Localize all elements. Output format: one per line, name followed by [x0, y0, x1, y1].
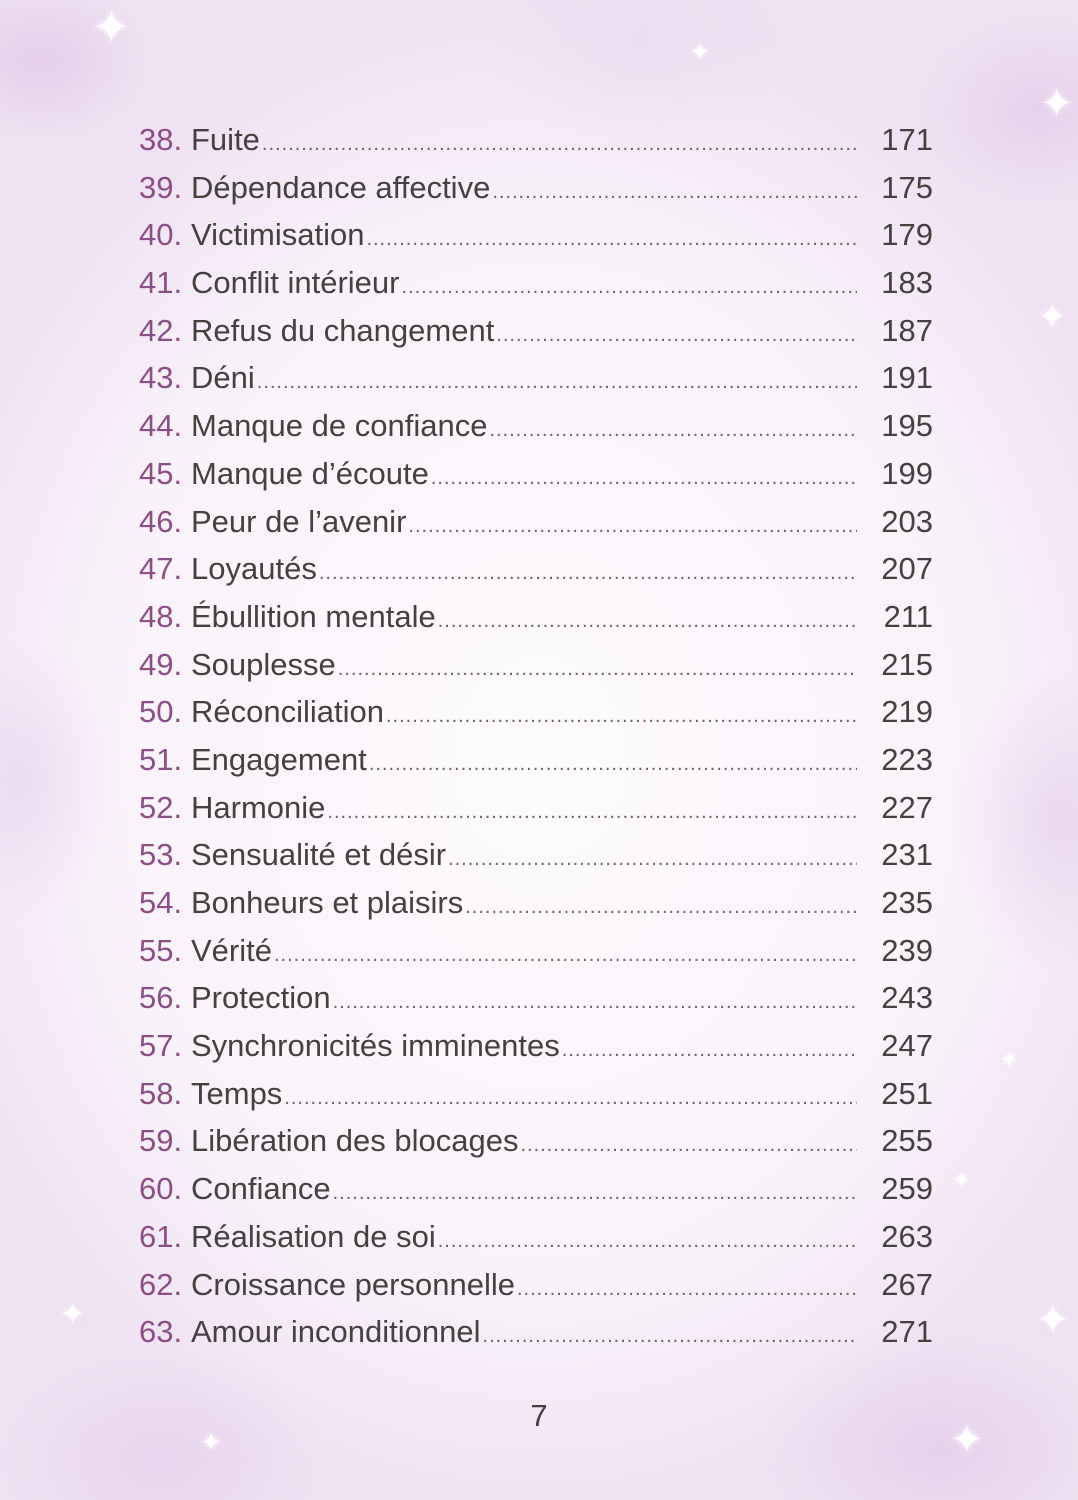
dot-leader [438, 1230, 857, 1253]
sparkle-icon: ✦ [1036, 1297, 1070, 1343]
toc-entry-title: Vérité [191, 932, 272, 968]
dot-leader [401, 276, 857, 299]
toc-entry-title: Peur de l’avenir [191, 503, 407, 539]
toc-entry [139, 1314, 933, 1362]
toc-entry [139, 1123, 933, 1171]
toc-entry-title: Victimisation [191, 217, 365, 253]
dot-leader [262, 133, 857, 156]
toc-entry [139, 122, 933, 170]
toc-entry-number: 54. [139, 885, 183, 920]
toc-entry [139, 980, 933, 1028]
toc-entry-title: Souplesse [191, 646, 336, 682]
toc-entry [139, 1267, 933, 1315]
toc-entry [139, 742, 933, 790]
toc-entry-title: Refus du changement [191, 312, 495, 348]
toc-entry-page: 267 [881, 1266, 933, 1302]
dot-leader [338, 658, 857, 681]
toc-entry-page: 187 [881, 312, 933, 348]
toc-entry-title: Dépendance affective [191, 169, 491, 205]
sparkle-icon: ✦ [690, 38, 711, 66]
toc-entry-number: 47. [139, 551, 183, 587]
toc-entry [139, 360, 933, 408]
toc-entry-title: Manque d’écoute [191, 455, 429, 491]
toc-entry-page: 223 [881, 741, 933, 777]
toc-entry-page: 207 [881, 551, 933, 587]
sparkle-icon: ✦ [1040, 81, 1074, 127]
toc-entry-number: 45. [139, 455, 183, 491]
toc-entry [139, 1171, 933, 1219]
toc-entry-page: 231 [881, 837, 933, 873]
sparkle-icon: ✦ [60, 1297, 86, 1332]
toc-entry-title: Bonheurs et plaisirs [191, 885, 464, 920]
dot-leader [257, 371, 857, 394]
toc-entry-number: 58. [139, 1075, 183, 1111]
dot-leader [489, 419, 857, 442]
toc-entry-number: 46. [139, 503, 183, 539]
dot-leader [284, 1087, 857, 1110]
toc-entry-number: 39. [139, 169, 183, 205]
toc-entry-title: Croissance personnelle [191, 1266, 515, 1302]
sparkle-icon: ✦ [1000, 1048, 1019, 1073]
toc-entry-page: 171 [881, 122, 933, 157]
toc-entry [139, 599, 933, 647]
dot-leader [327, 801, 857, 824]
toc-entry-page: 243 [881, 980, 933, 1016]
toc-entry-title: Temps [191, 1075, 283, 1111]
toc-entry [139, 313, 933, 361]
toc-entry-title: Engagement [191, 741, 367, 777]
toc-entry-number: 62. [139, 1266, 183, 1302]
toc-entry-page: 195 [881, 408, 933, 444]
toc-entry-title: Manque de confiance [191, 408, 488, 444]
toc-entry [139, 933, 933, 981]
toc-entry-title: Déni [191, 360, 255, 396]
dot-leader [408, 515, 857, 538]
toc-entry-number: 53. [139, 837, 183, 873]
toc-entry-title: Fuite [191, 122, 260, 157]
toc-entry [139, 408, 933, 456]
toc-entry [139, 1076, 933, 1124]
toc-entry-page: 235 [881, 885, 933, 920]
toc-entry-title: Réalisation de soi [191, 1218, 436, 1254]
toc-entry-number: 40. [139, 217, 183, 253]
sparkle-icon: ✦ [1038, 297, 1067, 337]
sparkle-icon: ✦ [950, 1417, 984, 1463]
toc-entry [139, 837, 933, 885]
dot-leader [333, 1182, 857, 1205]
dot-leader [431, 467, 857, 490]
toc-entry [139, 551, 933, 599]
toc-entry-number: 42. [139, 312, 183, 348]
toc-entry-title: Ébullition mentale [191, 598, 436, 634]
toc-entry [139, 265, 933, 313]
toc-entry-number: 56. [139, 980, 183, 1016]
toc-entry-page: 227 [881, 789, 933, 825]
toc-entry-page: 183 [881, 265, 933, 301]
toc-entry-page: 191 [881, 360, 933, 396]
dot-leader [333, 991, 857, 1014]
dot-leader [448, 848, 857, 871]
toc-entry-page: 239 [881, 932, 933, 968]
dot-leader [274, 944, 857, 967]
toc-entry-page: 215 [881, 646, 933, 682]
toc-entry-number: 55. [139, 932, 183, 968]
toc-entry-page: 179 [881, 217, 933, 253]
dot-leader [369, 753, 857, 776]
toc-entry [139, 647, 933, 695]
toc-entry-number: 44. [139, 408, 183, 444]
toc-entry [139, 504, 933, 552]
toc-entry-page: 263 [881, 1218, 933, 1254]
toc-entry [139, 1028, 933, 1076]
toc-entry-number: 49. [139, 646, 183, 682]
toc-entry [139, 885, 933, 933]
dot-leader [438, 610, 857, 633]
toc-entry-number: 52. [139, 789, 183, 825]
dot-leader [465, 896, 857, 919]
sparkle-icon: ✦ [952, 1168, 971, 1193]
dot-leader [492, 181, 857, 204]
toc-entry-page: 259 [881, 1171, 933, 1207]
toc-entry-title: Confiance [191, 1171, 331, 1207]
toc-entry [139, 694, 933, 742]
sparkle-icon: ✦ [92, 0, 131, 54]
dot-leader [483, 1325, 857, 1348]
toc-entry-number: 61. [139, 1218, 183, 1254]
toc-entry-number: 60. [139, 1171, 183, 1207]
toc-entry-number: 48. [139, 598, 183, 634]
toc-entry-page: 175 [881, 169, 933, 205]
toc-entry-page: 251 [881, 1075, 933, 1111]
dot-leader [319, 562, 857, 585]
dot-leader [496, 324, 857, 347]
table-of-contents [139, 122, 933, 1362]
toc-entry-title: Sensualité et désir [191, 837, 447, 873]
dot-leader [517, 1278, 857, 1301]
toc-entry-title: Protection [191, 980, 331, 1016]
toc-entry-title: Réconciliation [191, 694, 384, 730]
sparkle-icon: ✦ [200, 1428, 222, 1458]
toc-entry-number: 50. [139, 694, 183, 730]
toc-entry [139, 217, 933, 265]
toc-entry-page: 203 [881, 503, 933, 539]
toc-entry-number: 51. [139, 741, 183, 777]
toc-entry-number: 59. [139, 1123, 183, 1159]
toc-entry-title: Libération des blocages [191, 1123, 519, 1159]
toc-entry-page: 271 [881, 1314, 933, 1350]
toc-entry-number: 41. [139, 265, 183, 301]
dot-leader [366, 228, 857, 251]
toc-entry [139, 1219, 933, 1267]
dot-leader [562, 1039, 857, 1062]
dot-leader [386, 705, 857, 728]
toc-entry [139, 170, 933, 218]
toc-entry-page: 219 [881, 694, 933, 730]
toc-entry [139, 456, 933, 504]
toc-entry-title: Loyautés [191, 551, 317, 587]
toc-entry-title: Synchronicités imminentes [191, 1028, 560, 1064]
toc-entry-page: 255 [881, 1123, 933, 1159]
toc-entry-page: 199 [881, 455, 933, 491]
toc-entry-number: 63. [139, 1314, 183, 1350]
toc-entry-title: Harmonie [191, 789, 326, 825]
toc-entry-number: 43. [139, 360, 183, 396]
dot-leader [520, 1134, 857, 1157]
toc-entry-page: 247 [881, 1028, 933, 1064]
toc-entry-title: Conflit intérieur [191, 265, 400, 301]
toc-entry-page: 211 [883, 598, 933, 634]
toc-entry-number: 57. [139, 1028, 183, 1064]
page-number: 7 [530, 1398, 548, 1433]
toc-entry-number: 38. [139, 122, 183, 157]
toc-entry [139, 790, 933, 838]
toc-entry-title: Amour inconditionnel [191, 1314, 481, 1350]
